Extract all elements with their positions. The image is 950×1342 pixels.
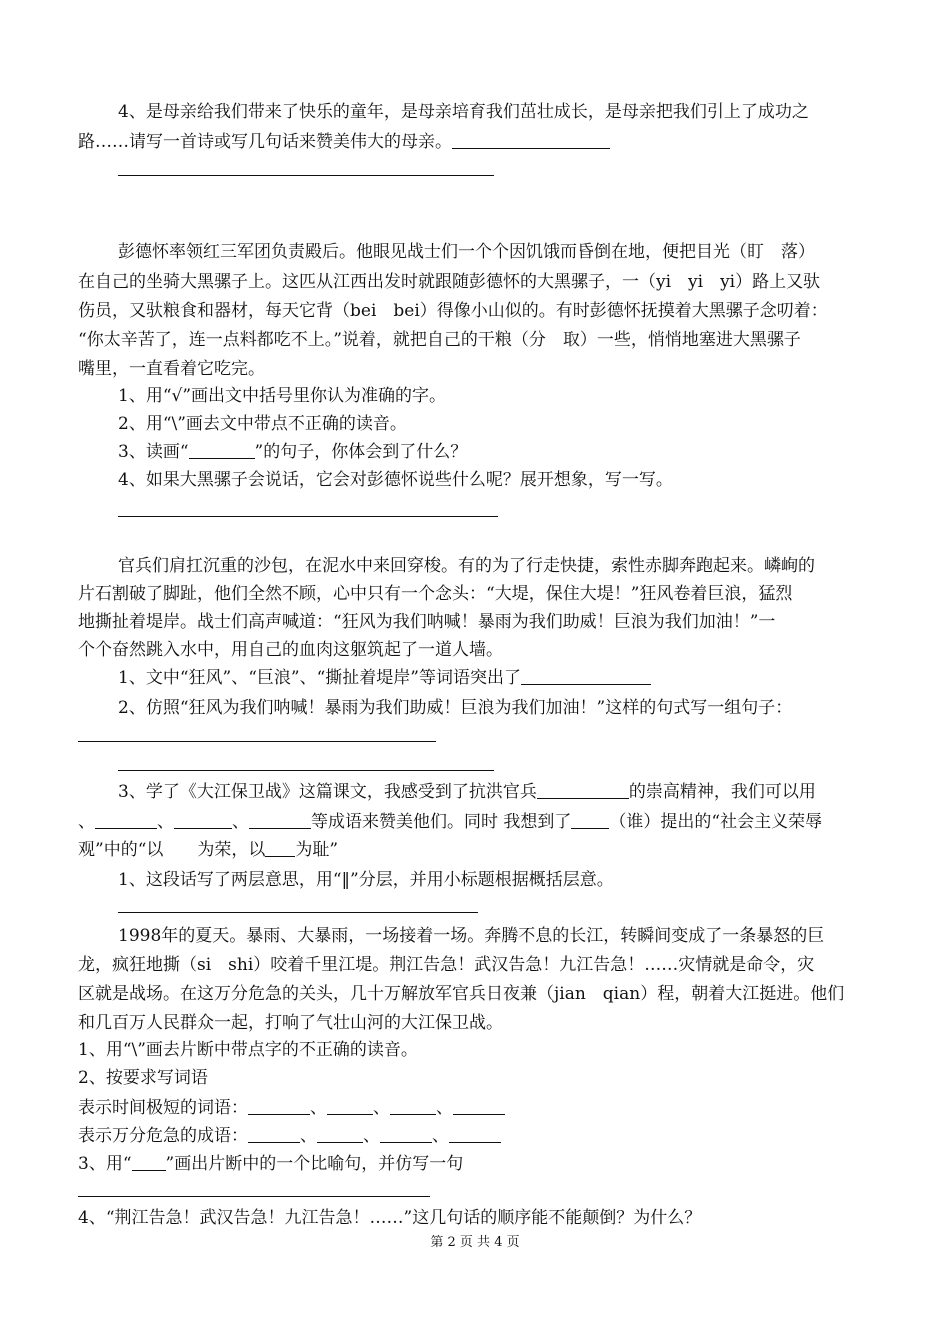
passage3-question3 (78, 1152, 463, 1176)
sep: 、 (232, 812, 249, 832)
q4-mother-line2-text: 路……请写一首诗或写几句话来赞美伟大的母亲。 (78, 132, 452, 152)
answer-blank[interactable] (174, 810, 232, 829)
passage3-q2-time-words (78, 1096, 505, 1120)
answer-blank[interactable] (95, 810, 157, 829)
passage3-q2-danger-idioms (78, 1124, 501, 1148)
sep: 、 (436, 1098, 453, 1118)
p2-q3-post: 的崇高精神，我们可以用 (628, 782, 816, 802)
q4-mother-line1: 4、是母亲给我们带来了快乐的童年，是母亲培育我们茁壮成长，是母亲把我们引上了成功之 (118, 102, 809, 122)
sep: 、 (373, 1098, 390, 1118)
passage2-question3-line1 (118, 780, 816, 804)
answer-blank[interactable] (571, 810, 609, 829)
passage3-line1: 1998年的夏天。暴雨、大暴雨，一场接着一场。奔腾不息的长江，转瞬间变成了一条暴怒的巨 (118, 926, 825, 946)
p2-q3-mid: 等成语来赞美他们。同时 我想到了 (311, 812, 572, 832)
underline-mark (189, 440, 255, 459)
passage1-question3 (118, 440, 467, 464)
sep: 、 (310, 1098, 327, 1118)
p2-q3-l3a: 观”中的“以 为荣，以 (78, 840, 266, 860)
p2-q3-pre: 3、学了《大江保卫战》这篇课文，我感受到了抗洪官兵 (118, 782, 537, 802)
answer-line[interactable] (118, 175, 494, 176)
sep: 、 (363, 1126, 380, 1146)
answer-blank[interactable] (452, 130, 610, 149)
p2-q1-text: 1、文中“狂风”、“巨浪”、“撕扯着堤岸”等词语突出了 (118, 668, 521, 688)
passage2-question3-line2 (78, 810, 822, 834)
sep: 、 (300, 1126, 317, 1146)
p3-q3-pre: 3、用“ (78, 1154, 132, 1174)
passage2-question4: 1、这段话写了两层意思，用“‖”分层，并用小标题根据概括层意。 (118, 870, 614, 890)
passage2-line2: 片石割破了脚趾，他们全然不顾，心中只有一个念头：“大堤，保住大堤！”狂风卷着巨浪，猛烈 (78, 584, 793, 604)
passage3-question1: 1、用“\”画去片断中带点字的不正确的读音。 (78, 1040, 418, 1060)
answer-line[interactable] (118, 516, 498, 517)
answer-blank[interactable] (521, 666, 651, 685)
passage1-line3: 伤员，又驮粮食和器材，每天它背（bei bei）得像小山似的。有时彭德怀抚摸着大黑骡子念叨着： (78, 301, 828, 321)
sep: 、 (78, 812, 95, 832)
passage1-line4: “你太辛苦了，连一点料都吃不上。”说着，就把自己的干粮（分 取）一些，悄悄地塞进大黑骡子 (78, 330, 801, 350)
answer-blank[interactable] (249, 810, 311, 829)
page-footer: 第 2 页 共 4 页 (430, 1235, 520, 1250)
passage3-question2: 2、按要求写词语 (78, 1068, 208, 1088)
answer-blank[interactable] (453, 1096, 505, 1115)
passage3-line3: 区就是战场。在这万分危急的关头，几十万解放军官兵日夜兼（jian qian）程，朝着大江挺进。他们 (78, 984, 845, 1004)
passage1-question1: 1、用“√”画出文中括号里你认为准确的字。 (118, 386, 447, 406)
passage2-question1 (118, 666, 651, 690)
passage1-line5: 嘴里，一直看着它吃完。 (78, 359, 265, 379)
passage3-line2: 龙，疯狂地撕（si shi）咬着千里江堤。荆江告急！武汉告急！九江告急！……灾情就是命令，灾 (78, 955, 815, 975)
q3-prefix: 3、读画“ (118, 442, 189, 462)
label: 表示万分危急的成语： (78, 1126, 248, 1146)
sep: 、 (157, 812, 174, 832)
passage2-line4: 个个奋然跳入水中，用自己的血肉这躯筑起了一道人墙。 (78, 640, 503, 660)
q3-suffix: ”的句子，你体会到了什么？ (254, 442, 468, 462)
answer-blank[interactable] (537, 780, 629, 799)
answer-line[interactable] (78, 741, 436, 742)
p2-q3-l3b: 为耻” (295, 840, 339, 860)
q4-mother-line2 (78, 130, 610, 154)
answer-blank[interactable] (449, 1124, 501, 1143)
passage2-question2: 2、仿照“狂风为我们呐喊！暴雨为我们助威！巨浪为我们加油！”这样的句式写一组句子： (118, 698, 793, 718)
answer-blank[interactable] (390, 1096, 436, 1115)
passage2-line1: 官兵们肩扛沉重的沙包，在泥水中来回穿梭。有的为了行走快捷，索性赤脚奔跑起来。嶙峋的 (118, 556, 815, 576)
answer-blank[interactable] (265, 838, 295, 857)
p3-q3-post: ”画出片断中的一个比喻句，并仿写一句 (165, 1154, 464, 1174)
passage2-question3-line3 (78, 838, 338, 862)
p2-q3-tail: （谁）提出的“社会主义荣辱 (609, 812, 823, 832)
passage1-question2: 2、用“\”画去文中带点不正确的读音。 (118, 414, 407, 434)
passage3-line4: 和几百万人民群众一起，打响了气壮山河的大江保卫战。 (78, 1013, 503, 1033)
answer-blank[interactable] (317, 1124, 363, 1143)
passage1-line1: 彭德怀率领红三军团负责殿后。他眼见战士们一个个因饥饿而昏倒在地，便把目光（盯 落） (118, 242, 815, 262)
answer-line[interactable] (78, 1196, 430, 1197)
answer-blank[interactable] (248, 1096, 310, 1115)
answer-line[interactable] (118, 770, 494, 771)
answer-blank[interactable] (327, 1096, 373, 1115)
answer-blank[interactable] (380, 1124, 432, 1143)
answer-blank[interactable] (248, 1124, 300, 1143)
passage3-question4: 4、“荆江告急！武汉告急！九江告急！……”这几句话的顺序能不能颠倒？为什么？ (78, 1208, 702, 1228)
passage2-line3: 地撕扯着堤岸。战士们高声喊道：“狂风为我们呐喊！暴雨为我们助威！巨浪为我们加油！”一 (78, 612, 776, 632)
label: 表示时间极短的词语： (78, 1098, 248, 1118)
answer-line[interactable] (118, 912, 478, 913)
underline-mark (132, 1152, 166, 1171)
sep: 、 (432, 1126, 449, 1146)
passage1-line2: 在自己的坐骑大黑骡子上。这匹从江西出发时就跟随彭德怀的大黑骡子，一（yi yi yi）路上又驮 (78, 272, 821, 292)
passage1-question4: 4、如果大黑骡子会说话，它会对彭德怀说些什么呢？展开想象，写一写。 (118, 470, 673, 490)
